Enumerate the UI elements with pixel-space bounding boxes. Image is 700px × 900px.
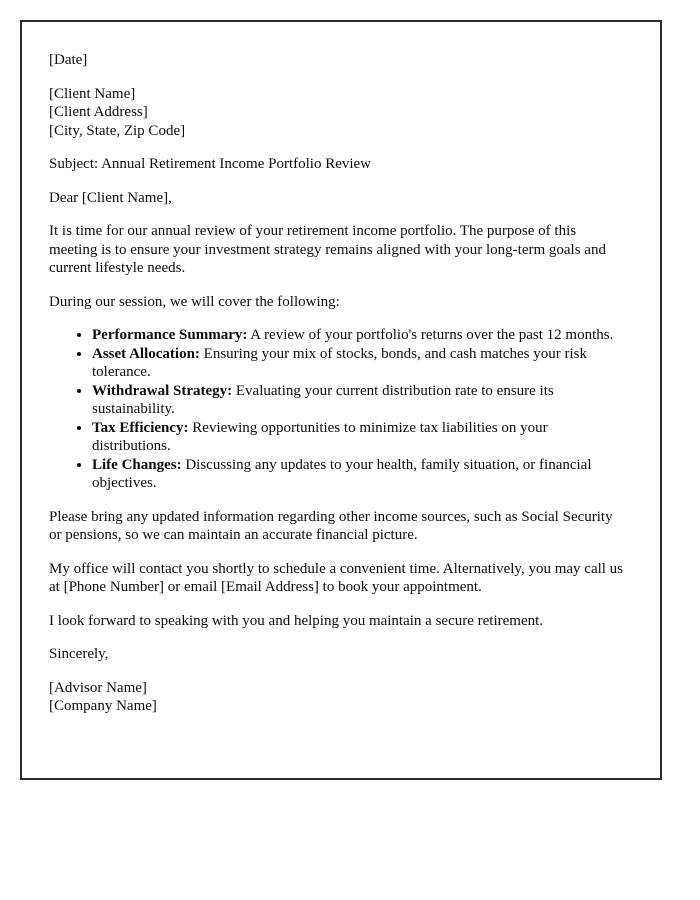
closing-paragraph: I look forward to speaking with you and helping you maintain a secure retirement. [49, 612, 544, 629]
bullet-text: Ensuring your mix of stocks, bonds, and cash matches your risk tolerance. [92, 345, 587, 380]
bullet-text: Reviewing opportunities to minimize tax liabilities on your distributions. [92, 419, 548, 454]
topics-list [49, 326, 624, 493]
date-line: [Date] [49, 52, 88, 68]
bullet-label: Asset Allocation: [92, 345, 200, 362]
salutation: Dear [Client Name], [49, 189, 172, 206]
signature-block [49, 679, 624, 716]
intro-paragraph: It is time for our annual review of your retirement income portfolio. The purpose of this meeting is to ensure your investment strategy remains aligned with your long-term goals and current lifestyle needs. [49, 223, 606, 276]
session-lead-in: During our session, we will cover the following: [49, 293, 340, 310]
recipient-name: [Client Name] [49, 85, 136, 102]
bring-info-paragraph: Please bring any updated information regarding other income sources, such as Social Security or pensions, so we can maintain an accurate financial picture. [49, 508, 613, 543]
bullet-item-asset-allocation [92, 345, 624, 382]
bullet-item-tax-efficiency [92, 419, 624, 456]
bullet-label: Tax Efficiency: [92, 419, 189, 436]
bullet-text: Evaluating your current distribution rate to ensure its sustainability. [92, 382, 554, 417]
bullet-item-withdrawal-strategy [92, 382, 624, 419]
bullet-label: Performance Summary: [92, 327, 248, 343]
recipient-address: [Client Address] [49, 104, 148, 120]
signoff: Sincerely, [49, 646, 109, 662]
bullet-label: Withdrawal Strategy: [92, 382, 233, 399]
bullet-item-life-changes [92, 456, 624, 493]
bullet-text: Discussing any updates to your health, family situation, or financial objectives. [92, 456, 592, 491]
bullet-item-performance-summary [92, 326, 624, 345]
recipient-block [49, 85, 624, 141]
advisor-name: [Advisor Name] [49, 679, 147, 696]
subject-line: Subject: Annual Retirement Income Portfolio Review [49, 156, 372, 172]
recipient-city-state-zip: [City, State, Zip Code] [49, 122, 186, 139]
letter-page [20, 20, 662, 780]
scheduling-paragraph: My office will contact you shortly to schedule a convenient time. Alternatively, you may call us at [Phone Number] or email [Email Address] to book your appointment. [49, 560, 624, 595]
company-name: [Company Name] [49, 698, 157, 714]
bullet-text: A review of your portfolio's returns over the past 12 months. [247, 327, 614, 343]
bullet-label: Life Changes: [92, 456, 182, 473]
